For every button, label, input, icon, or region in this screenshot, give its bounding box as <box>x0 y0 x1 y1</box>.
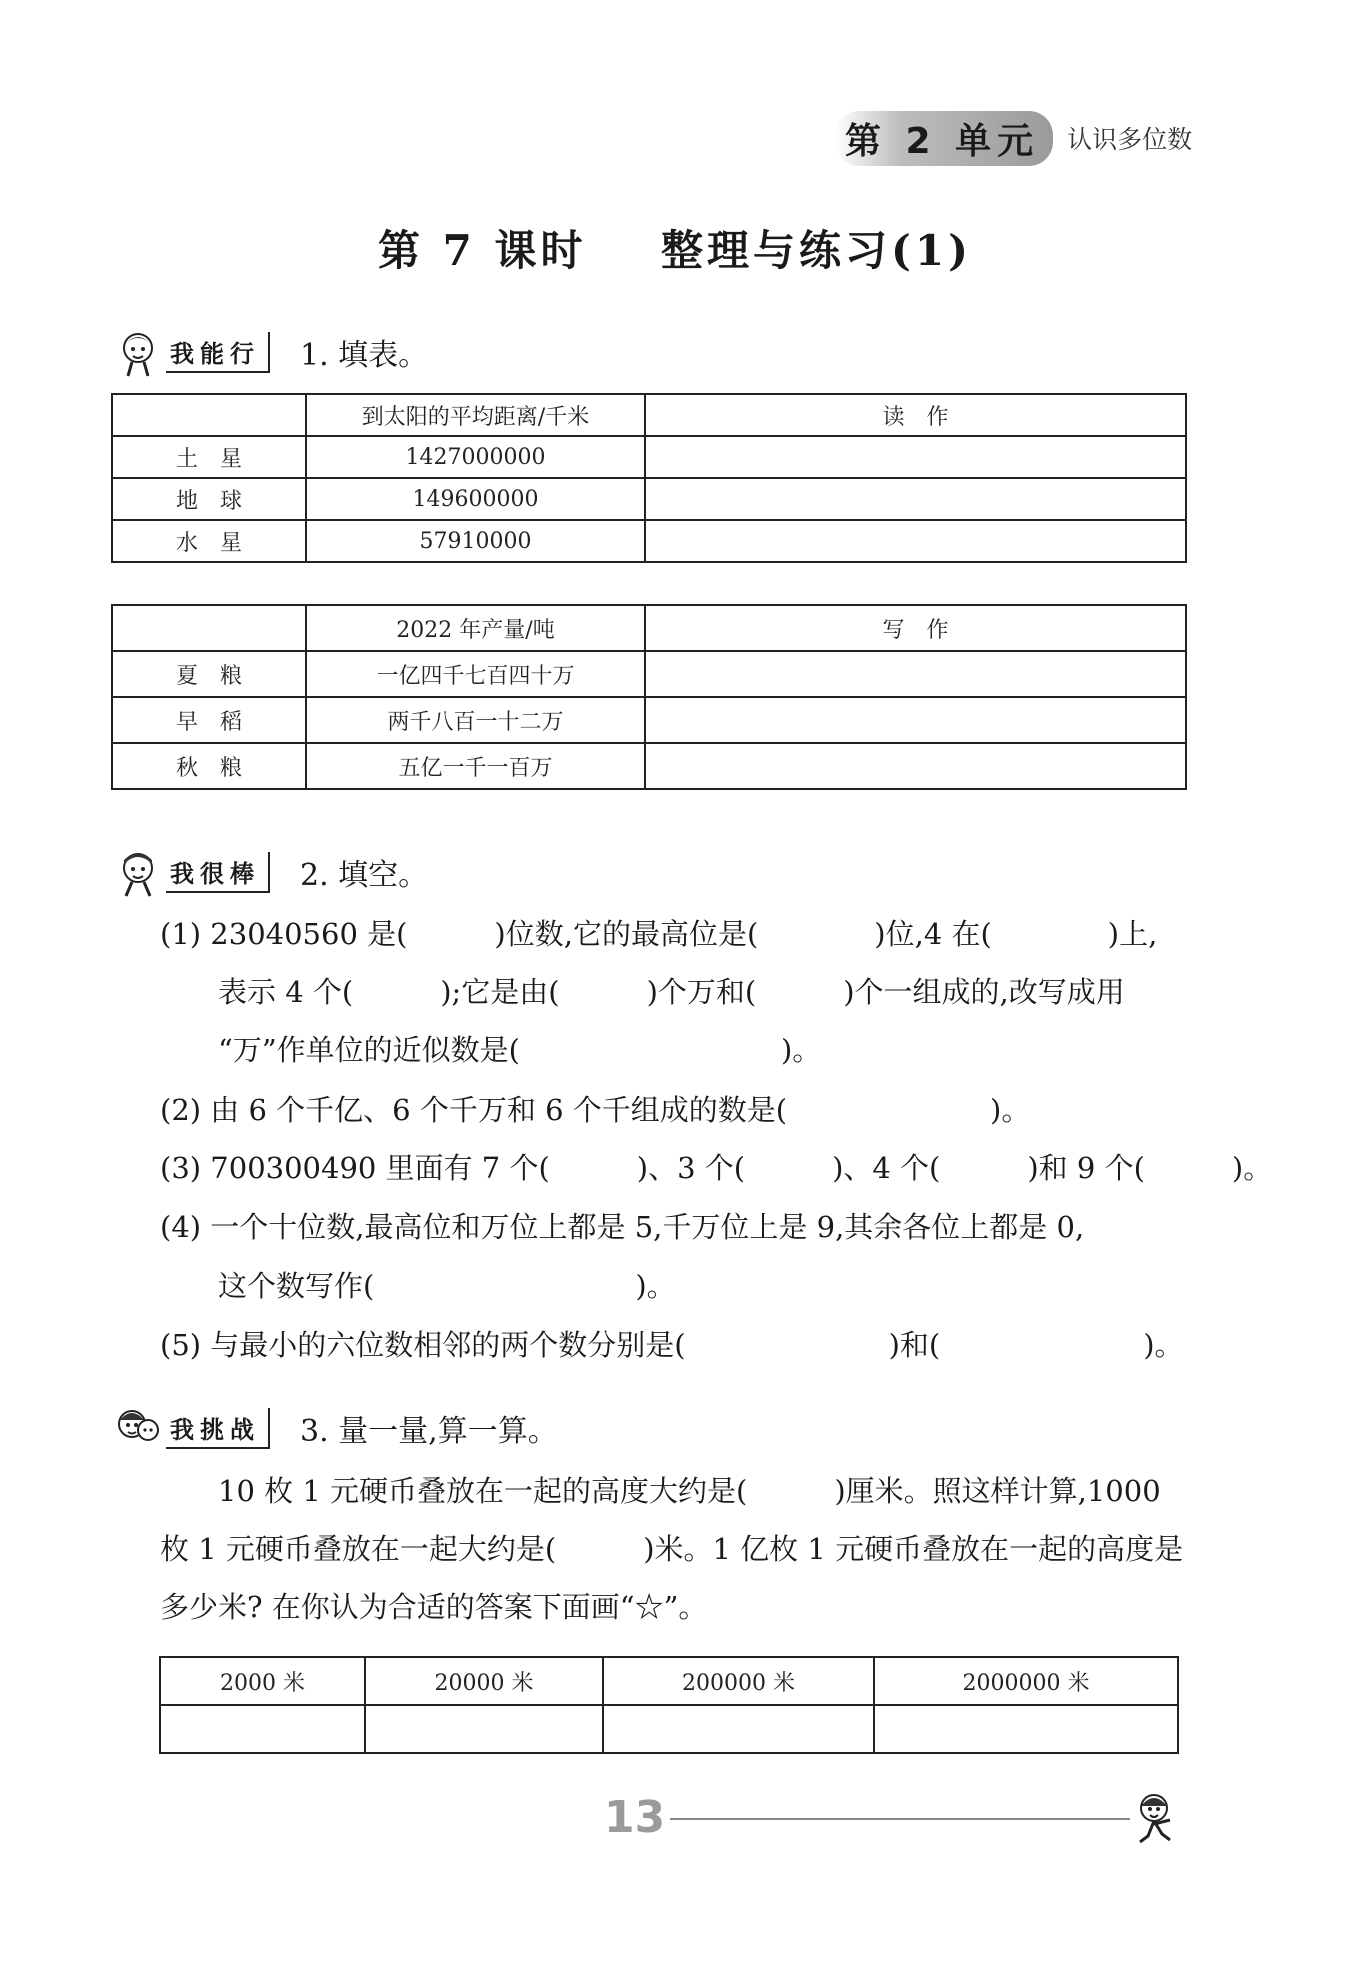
fill-line: (5) 与最小的六位数相邻的两个数分别是( )和( )。 <box>160 1328 1184 1362</box>
table-header-cell: 写 作 <box>645 605 1186 651</box>
question3-title: 3. 量一量,算一算。 <box>300 1414 558 1449</box>
section2-heading <box>112 846 428 898</box>
planet-name: 地 球 <box>112 478 306 520</box>
section1-heading <box>112 326 428 378</box>
production-value: 两千八百一十二万 <box>306 697 645 743</box>
answer-cell[interactable] <box>645 743 1186 789</box>
option-cell: 2000 米 <box>160 1657 365 1705</box>
mark-cell[interactable] <box>160 1705 365 1753</box>
lesson-title: 第 7 课时 整理与练习(1) <box>378 226 972 275</box>
mascot-girl-icon <box>112 326 164 378</box>
distance-value: 149600000 <box>306 478 645 520</box>
section2-badge: 我很棒 <box>166 852 270 893</box>
distance-table <box>111 393 1187 563</box>
question1-title: 1. 填表。 <box>300 338 429 373</box>
option-cell: 20000 米 <box>365 1657 603 1705</box>
section1-badge: 我能行 <box>166 332 270 373</box>
table-header-cell: 到太阳的平均距离/千米 <box>306 394 645 436</box>
mark-cell[interactable] <box>603 1705 874 1753</box>
production-value: 一亿四千七百四十万 <box>306 651 645 697</box>
distance-value: 57910000 <box>306 520 645 562</box>
mascot-boy-icon <box>112 846 164 898</box>
planet-name: 水 星 <box>112 520 306 562</box>
footer-divider <box>670 1818 1130 1820</box>
page-number: 13 <box>604 1792 666 1843</box>
table-row <box>112 478 1186 520</box>
table-header-row <box>112 605 1186 651</box>
table-header-cell <box>112 605 306 651</box>
crop-name: 夏 粮 <box>112 651 306 697</box>
table-header-cell <box>112 394 306 436</box>
mark-cell[interactable] <box>874 1705 1178 1753</box>
unit-badge: 第 2 单元 <box>835 111 1053 166</box>
answer-cell[interactable] <box>645 520 1186 562</box>
production-value: 五亿一千一百万 <box>306 743 645 789</box>
answer-cell[interactable] <box>645 697 1186 743</box>
table-header-row <box>112 394 1186 436</box>
table-row <box>112 436 1186 478</box>
unit-header <box>835 114 1192 162</box>
question2-title: 2. 填空。 <box>300 858 429 893</box>
table-row <box>112 743 1186 789</box>
fill-line: (2) 由 6 个千亿、6 个千万和 6 个千组成的数是( )。 <box>160 1093 1031 1127</box>
question3-text: 10 枚 1 元硬币叠放在一起的高度大约是( )厘米。照这样计算,1000 枚 1 元硬币叠放在一起大约是( )米。1 亿枚 1 元硬币叠放在一起的高度是多少米? 在你认为合适的答案下面画“☆”。 <box>160 1474 1184 1624</box>
answer-cell[interactable] <box>645 478 1186 520</box>
production-table <box>111 604 1187 790</box>
table-row <box>112 697 1186 743</box>
mascot-runner-icon <box>1130 1790 1186 1850</box>
table-row <box>160 1705 1178 1753</box>
fill-line: (3) 700300490 里面有 7 个( )、3 个( )、4 个( )和 9 个( )。 <box>160 1151 1273 1185</box>
crop-name: 早 稻 <box>112 697 306 743</box>
fill-line: (4) 一个十位数,最高位和万位上都是 5,千万位上是 9,其余各位上都是 0, <box>160 1210 1085 1244</box>
option-cell: 200000 米 <box>603 1657 874 1705</box>
section3-heading <box>112 1402 558 1454</box>
table-header-row <box>160 1657 1178 1705</box>
table-row <box>112 651 1186 697</box>
fill-line: 表示 4 个( );它是由( )个万和( )个一组成的,改写成用 <box>218 975 1125 1009</box>
answer-choice-table <box>159 1656 1179 1754</box>
fill-line: (1) 23040560 是( )位数,它的最高位是( )位,4 在( )上, <box>160 917 1158 951</box>
mark-cell[interactable] <box>365 1705 603 1753</box>
answer-cell[interactable] <box>645 651 1186 697</box>
answer-cell[interactable] <box>645 436 1186 478</box>
planet-name: 土 星 <box>112 436 306 478</box>
table-row <box>112 520 1186 562</box>
table-header-cell: 2022 年产量/吨 <box>306 605 645 651</box>
section3-badge: 我挑战 <box>166 1408 270 1449</box>
fill-line: “万”作单位的近似数是( )。 <box>218 1033 822 1067</box>
unit-title: 认识多位数 <box>1067 125 1193 154</box>
distance-value: 1427000000 <box>306 436 645 478</box>
crop-name: 秋 粮 <box>112 743 306 789</box>
table-header-cell: 读 作 <box>645 394 1186 436</box>
mascot-group-icon <box>112 1402 164 1454</box>
option-cell: 2000000 米 <box>874 1657 1178 1705</box>
fill-line: 这个数写作( )。 <box>218 1269 676 1303</box>
